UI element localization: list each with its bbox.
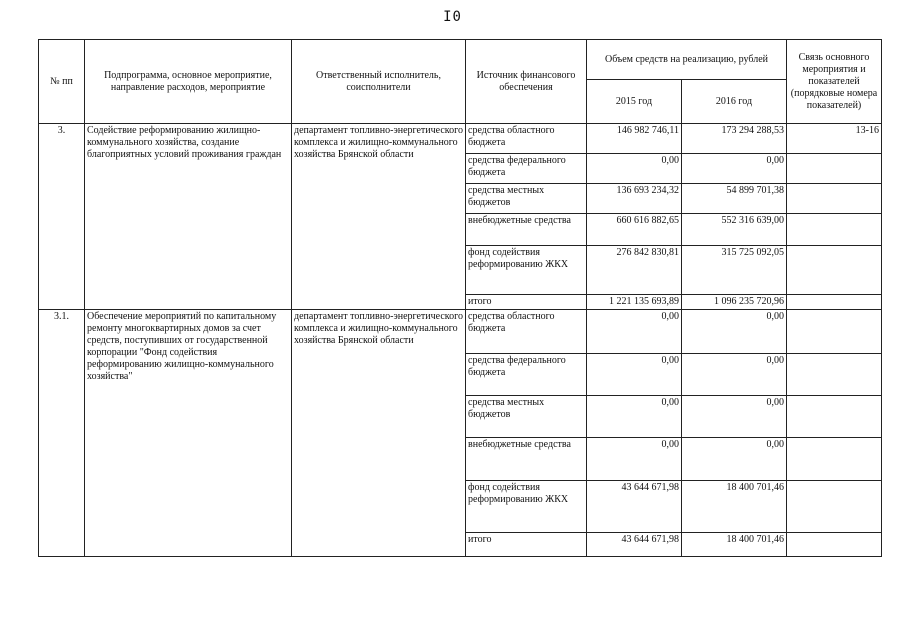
indicator-link bbox=[787, 214, 882, 246]
source-cell: внебюджетные средства bbox=[466, 438, 587, 481]
value-2016: 18 400 701,46 bbox=[682, 481, 787, 533]
header-source: Источник финансового обеспечения bbox=[466, 40, 587, 124]
indicator-link bbox=[787, 310, 882, 354]
source-cell: средства местных бюджетов bbox=[466, 184, 587, 214]
value-2016: 0,00 bbox=[682, 354, 787, 396]
value-2015: 660 616 882,65 bbox=[587, 214, 682, 246]
source-cell: средства федерального бюджета bbox=[466, 154, 587, 184]
indicator-link bbox=[787, 438, 882, 481]
table-row bbox=[39, 310, 882, 354]
total-2016: 18 400 701,46 bbox=[682, 533, 787, 557]
total-2015: 43 644 671,98 bbox=[587, 533, 682, 557]
header-num: № пп bbox=[39, 40, 85, 124]
value-2015: 0,00 bbox=[587, 396, 682, 438]
source-cell: средства местных бюджетов bbox=[466, 396, 587, 438]
total-2016: 1 096 235 720,96 bbox=[682, 295, 787, 310]
row-number: 3.1. bbox=[39, 310, 85, 557]
indicator-link bbox=[787, 154, 882, 184]
value-2015: 146 982 746,11 bbox=[587, 124, 682, 154]
value-2016: 0,00 bbox=[682, 310, 787, 354]
row-number: 3. bbox=[39, 124, 85, 310]
value-2016: 54 899 701,38 bbox=[682, 184, 787, 214]
financing-table bbox=[38, 39, 882, 557]
total-label: итого bbox=[466, 533, 587, 557]
value-2016: 0,00 bbox=[682, 396, 787, 438]
indicator-link bbox=[787, 481, 882, 533]
header-link: Связь основного мероприятия и показателей (порядковые номера показателей) bbox=[787, 40, 882, 124]
value-2015: 0,00 bbox=[587, 438, 682, 481]
header-year-2015: 2015 год bbox=[587, 80, 682, 124]
value-2016: 173 294 288,53 bbox=[682, 124, 787, 154]
indicator-link bbox=[787, 396, 882, 438]
value-2016: 315 725 092,05 bbox=[682, 246, 787, 295]
indicator-link: 13-16 bbox=[787, 124, 882, 154]
indicator-link bbox=[787, 184, 882, 214]
value-2016: 0,00 bbox=[682, 154, 787, 184]
executor-text: департамент топливно-энергетического комплекса и жилищно-коммунального хозяйства Брянской области bbox=[292, 310, 466, 557]
header-program: Подпрограмма, основное мероприятие, направление расходов, мероприятие bbox=[85, 40, 292, 124]
source-cell: средства областного бюджета bbox=[466, 124, 587, 154]
value-2015: 136 693 234,32 bbox=[587, 184, 682, 214]
program-text: Содействие реформированию жилищно-коммунального хозяйства, создание благоприятных условий проживания граждан bbox=[85, 124, 292, 310]
source-cell: фонд содействия реформированию ЖКХ bbox=[466, 246, 587, 295]
value-2016: 0,00 bbox=[682, 438, 787, 481]
header-executor: Ответственный исполнитель, соисполнители bbox=[292, 40, 466, 124]
value-2015: 0,00 bbox=[587, 154, 682, 184]
executor-text: департамент топливно-энергетического комплекса и жилищно-коммунального хозяйства Брянской области bbox=[292, 124, 466, 310]
value-2015: 0,00 bbox=[587, 354, 682, 396]
value-2016: 552 316 639,00 bbox=[682, 214, 787, 246]
header-year-2016: 2016 год bbox=[682, 80, 787, 124]
table-header bbox=[39, 40, 882, 124]
source-cell: средства областного бюджета bbox=[466, 310, 587, 354]
source-cell: внебюджетные средства bbox=[466, 214, 587, 246]
indicator-link bbox=[787, 246, 882, 295]
table-row bbox=[39, 124, 882, 154]
indicator-link bbox=[787, 295, 882, 310]
header-volume: Объем средств на реализацию, рублей bbox=[587, 40, 787, 80]
indicator-link bbox=[787, 354, 882, 396]
value-2015: 0,00 bbox=[587, 310, 682, 354]
page-number: I0 bbox=[443, 9, 462, 25]
indicator-link bbox=[787, 533, 882, 557]
value-2015: 276 842 830,81 bbox=[587, 246, 682, 295]
total-label: итого bbox=[466, 295, 587, 310]
source-cell: фонд содействия реформированию ЖКХ bbox=[466, 481, 587, 533]
total-2015: 1 221 135 693,89 bbox=[587, 295, 682, 310]
source-cell: средства федерального бюджета bbox=[466, 354, 587, 396]
program-text: Обеспечение мероприятий по капитальному ремонту многоквартирных домов за счет средств, поступивших от государственной корпорации "Фонд содействия реформированию жилищно-коммунального хозяйства" bbox=[85, 310, 292, 557]
value-2015: 43 644 671,98 bbox=[587, 481, 682, 533]
